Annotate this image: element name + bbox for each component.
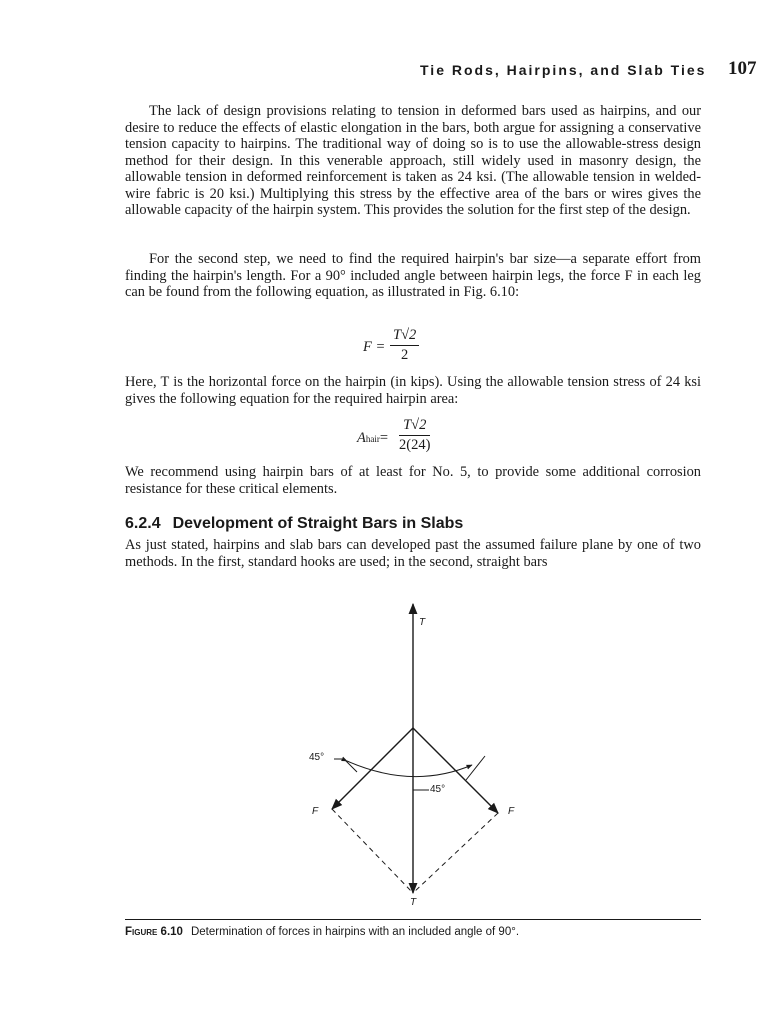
equation-1-denominator: 2 <box>401 347 409 363</box>
equation-2-subscript: hair <box>365 434 380 444</box>
equation-1-numerator: T√2 <box>390 327 419 346</box>
figure-caption <box>125 926 701 938</box>
section-title: Development of Straight Bars in Slabs <box>172 515 464 532</box>
left-force-leg <box>332 728 413 809</box>
equation-2-numerator: T√2 <box>399 417 430 436</box>
paragraph-straight-bars: As just stated, hairpins and slab bars can developed past the assumed failure plane by one of two methods. In the first, standard hooks are used; in the second, straight bars <box>125 537 701 570</box>
paragraph-recommendation: We recommend using hairpin bars of at least for No. 5, to provide some additional corrosion resistance for these critical elements. <box>125 464 701 497</box>
paragraph-second-step: For the second step, we need to find the required hairpin's bar size—a separate effort from finding the hairpin's length. For a 90° included angle between hairpin legs, the force F in each leg can be found from the following equation, as illustrated in Fig. 6.10: <box>125 251 701 300</box>
label-angle-left: 45° <box>309 752 325 763</box>
equation-1-lhs: F = <box>363 339 386 355</box>
figure-caption-text: Determination of forces in hairpins with an included angle of 90°. <box>190 926 520 938</box>
label-angle-center: 45° <box>430 784 446 795</box>
equation-2-denominator: 2(24) <box>399 437 431 453</box>
paragraph-horizontal-force: Here, T is the horizontal force on the hairpin (in kips). Using the allowable tension stress of 24 ksi gives the following equation for the required hairpin area: <box>125 374 701 407</box>
section-number: 6.2.4 <box>125 515 161 532</box>
page-number: 107 <box>728 58 757 79</box>
label-right-force: F <box>508 806 515 817</box>
angle-leader-left <box>334 759 357 772</box>
paragraph-allowable-stress: The lack of design provisions relating to tension in deformed bars used as hairpins, and our desire to reduce the effects of elastic elongation in the bars, both argue for assigning a conservative tension capacity to hairpins. The traditional way of doing so is to use the allowable-stress design method for their design. In this venerable approach, still widely used in masonry design, the allowable tension in deformed reinforcement is taken as 24 ksi. (The allowable tension in welded-wire fabric is 20 ksi.) Multiplying this stress by the effective area of the bars or wires gives the allowable capacity of the hairpin system. This provides the solution for the first step of the design. <box>125 103 701 218</box>
caption-rule <box>125 919 701 920</box>
label-left-force: F <box>312 806 319 817</box>
equation-2-equals: = <box>379 430 389 446</box>
label-top-tension: T <box>419 617 426 628</box>
left-dashed-line <box>332 809 413 893</box>
right-dashed-line <box>413 813 498 893</box>
angle-leader-right <box>466 756 485 780</box>
label-bottom-tension: T <box>410 897 417 908</box>
figure-number: Figure 6.10 <box>125 926 183 938</box>
equation-2-variable: A <box>357 430 366 446</box>
running-title: Tie Rods, Hairpins, and Slab Ties <box>420 62 707 78</box>
